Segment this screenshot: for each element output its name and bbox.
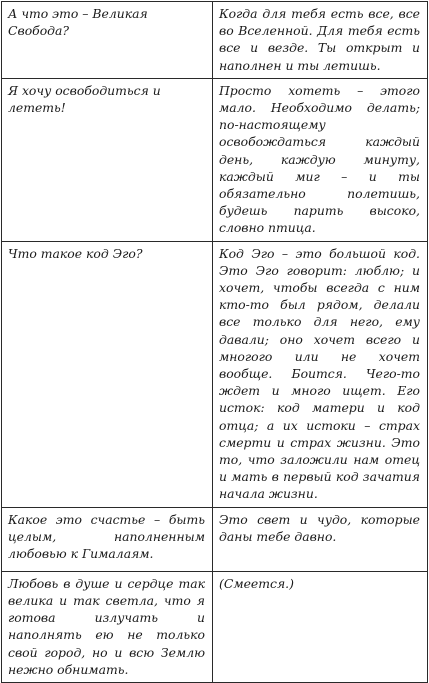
table-row — [2, 507, 428, 571]
question-cell: Какое это счастье – быть целым, наполненным любовью к Гималаям. — [2, 507, 213, 571]
question-cell: Любовь в душе и сердце так велика и так светла, что я готова излучать и наполнять ею не только свой город, но и всю Землю нежно обнимать. — [2, 571, 213, 682]
dialogue-table — [1, 1, 428, 683]
question-cell: Я хочу освободиться и лететь! — [2, 78, 213, 241]
answer-cell: Когда для тебя есть все, все во Вселенной. Для тебя есть все и везде. Ты открыт и наполнен и ты летишь. — [213, 2, 428, 79]
answer-cell: Просто хотеть – этого мало. Необходимо делать; по-настоящему освобождаться каждый день, каждую минуту, каждый миг – и ты обязательно полетишь, будешь парить высоко, словно птица. — [213, 78, 428, 241]
table-row — [2, 2, 428, 79]
answer-cell: Это свет и чудо, которые даны тебе давно. — [213, 507, 428, 571]
answer-cell: (Смеется.) — [213, 571, 428, 682]
answer-cell: Код Эго – это большой код. Это Эго говорит: люблю; и хочет, чтобы всегда с ним кто-то был рядом, делали все только для него, ему давали; оно хочет всего и многого или не хочет вообще. Боится. Чего-то ждет и много ищет. Его исток: код матери и код отца; а их истоки – страх смерти и страх жизни. Это то, что заложили нам отец и мать в первый код зачатия начала жизни. — [213, 241, 428, 507]
table-row — [2, 78, 428, 241]
question-cell: А что это – Великая Свобода? — [2, 2, 213, 79]
table-row — [2, 571, 428, 682]
table-row — [2, 241, 428, 507]
question-cell: Что такое код Эго? — [2, 241, 213, 507]
